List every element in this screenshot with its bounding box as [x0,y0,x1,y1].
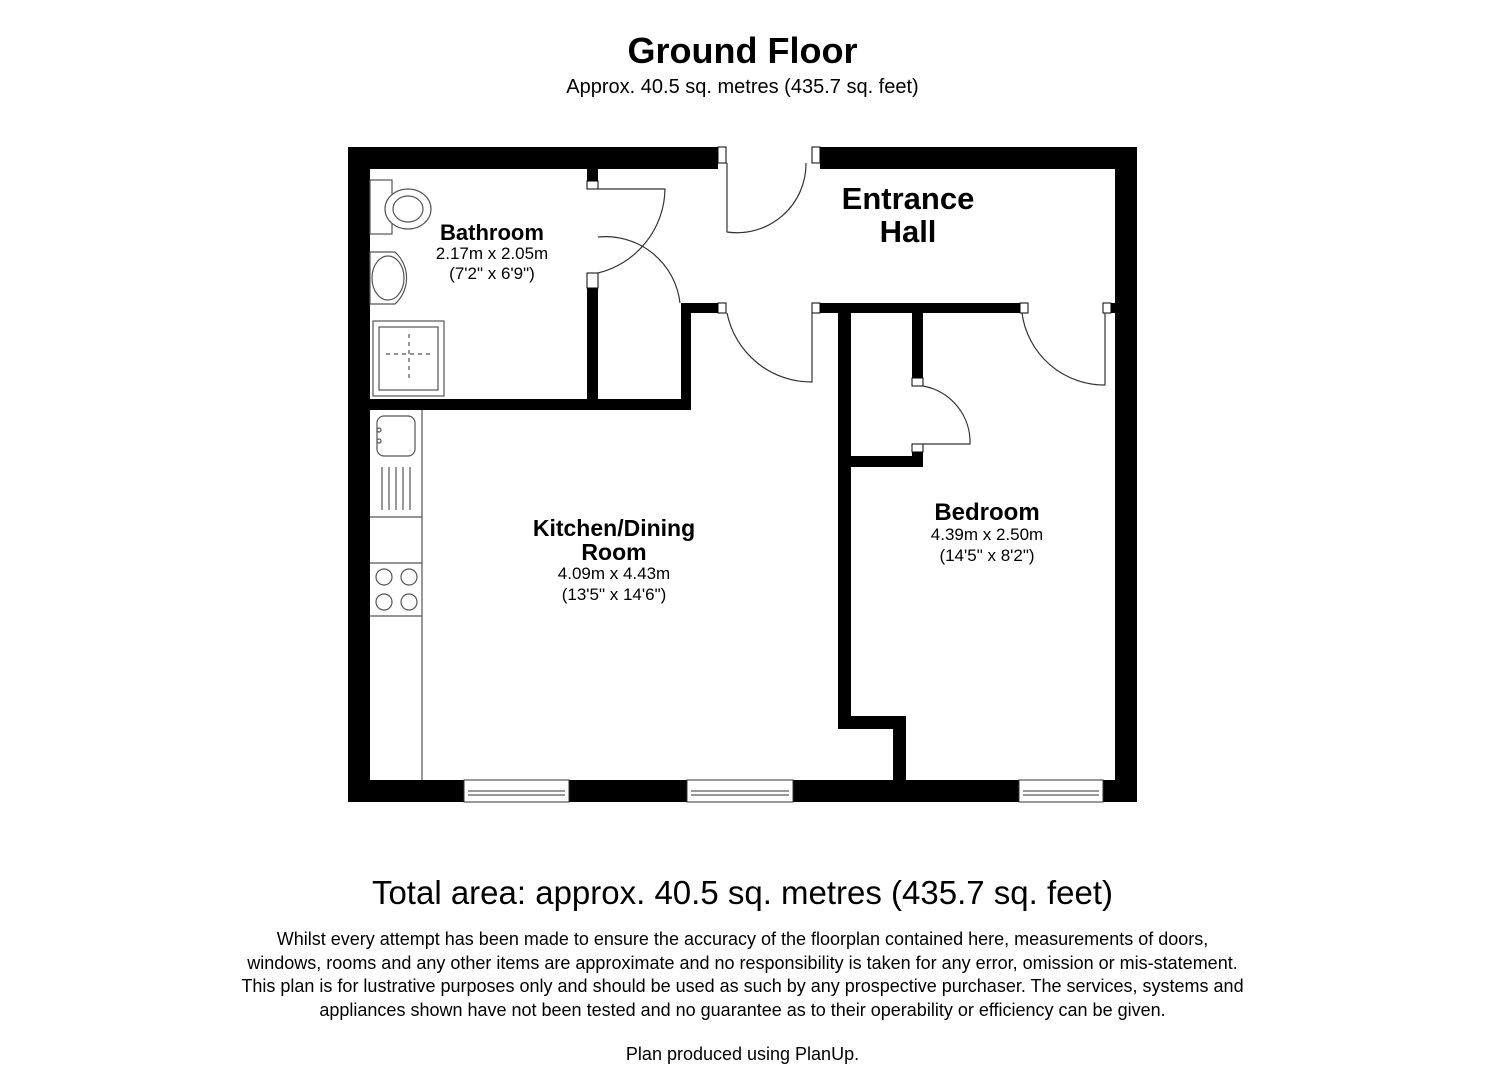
bathroom-size-metric: 2.17m x 2.05m [435,244,549,264]
bedroom-door [1022,313,1105,385]
floor-subtitle: Approx. 40.5 sq. metres (435.7 sq. feet) [566,76,919,98]
bathroom-label [402,221,582,285]
floor-title: Ground Floor [627,30,858,71]
kitchen-size-metric: 4.09m x 4.43m [557,564,671,584]
kitchen-units [370,410,422,780]
bathroom-door-arc [598,237,680,303]
bottom-wall-2 [569,780,687,802]
left-wall [348,147,370,802]
entrance-hall-label [808,183,1008,248]
bathroom-wall-right [587,288,598,410]
bathroom-wall-stub-top [587,169,598,181]
bottom-wall-4 [1103,780,1137,802]
kitchen-size-imperial: (13'5" x 14'6") [561,584,667,604]
bathroom-size-imperial: (7'2" x 6'9") [449,264,535,284]
bathroom-wall-bottom [370,399,691,410]
right-wall [1115,147,1137,802]
bottom-wall-3 [793,780,1019,802]
bathroom-fixtures [370,180,444,396]
cupboard-wall-upper [912,313,923,378]
kitchen-name-line1: Kitchen/Dining [532,515,696,541]
cupboard-door [923,386,970,444]
kitchen-bedroom-wall [838,303,851,720]
bathroom-door-upper [598,189,665,273]
bedroom-name: Bedroom [934,499,1040,526]
bedroom-size-imperial: (14'5" x 8'2") [939,545,1035,565]
kitchen-bedroom-wall-jog [838,716,906,780]
front-door [727,163,806,233]
top-wall-right [820,147,1137,169]
bedroom-label [887,500,1087,566]
disclaimer-text: Whilst every attempt has been made to ensure the accuracy of the floorplan contained here, measurements of doors, windows, rooms and any other items are approximate and no responsibility is taken for any error, omission or mis-statement. This plan is for lustrative purposes only and should be used as such by any prospective purchaser. The services, systems and appliances shown have not been tested and no guarantee as to their operability or efficiency can be given. [241,929,1244,1020]
kitchen-sink-icon [377,416,415,456]
entrance-hall-name-line1: Entrance [841,181,975,216]
bedroom-size-metric: 4.39m x 2.50m [930,525,1044,545]
corridor-wall-top-left [681,303,718,313]
top-wall-left [348,147,718,169]
kitchen-label [494,516,734,605]
bathroom-name: Bathroom [440,220,544,245]
produced-by: Plan produced using PlanUp. [625,1044,860,1064]
entrance-hall-name-line2: Hall [879,213,937,249]
corridor-wall-vertical [681,303,691,410]
drainer-icon [382,467,410,510]
cupboard-wall-bottom [851,456,923,467]
kitchen-door [727,313,812,382]
kitchen-name-line2: Room [581,539,647,566]
hob-icon [376,569,417,610]
bottom-wall-1 [348,780,464,802]
total-area: Total area: approx. 40.5 sq. metres (435.7 sq. feet) [371,874,1114,911]
